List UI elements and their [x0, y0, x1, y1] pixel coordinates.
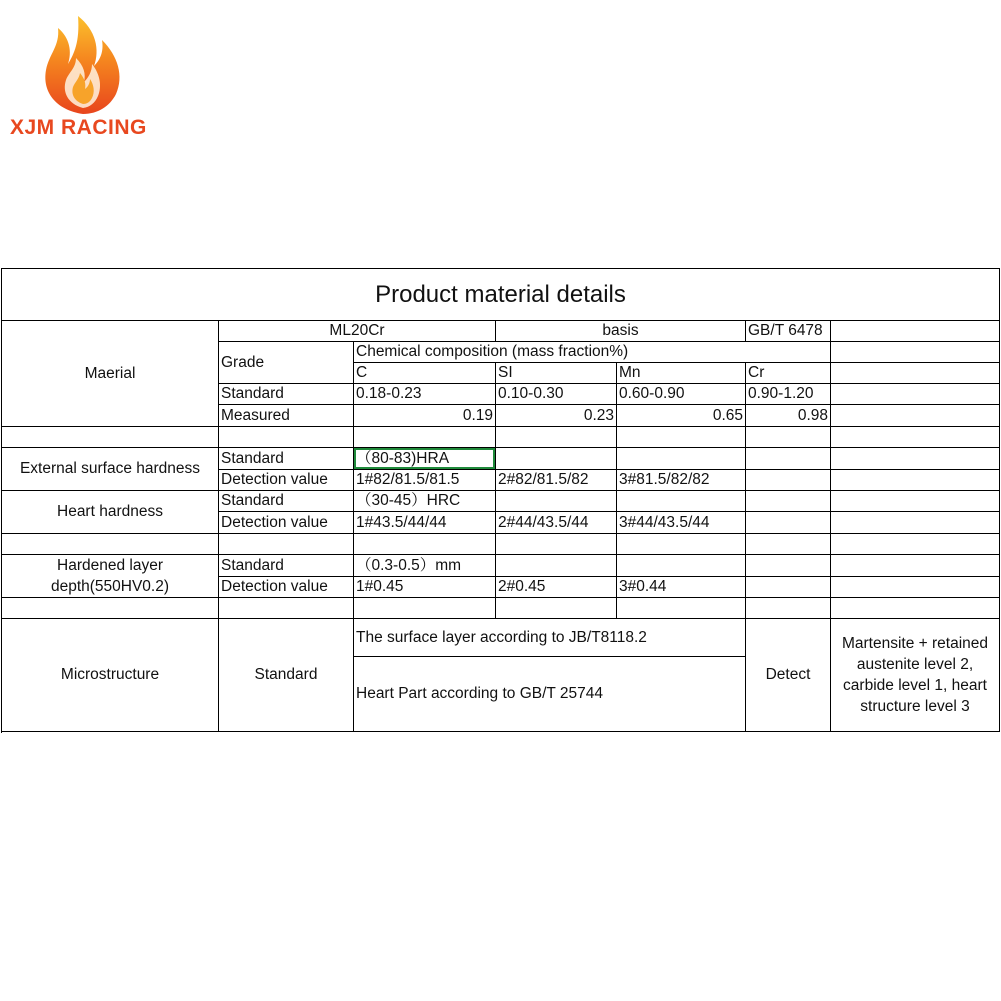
empty-cell — [746, 534, 831, 555]
standard-label: Standard — [219, 384, 354, 405]
empty-cell — [2, 427, 219, 448]
element-cr: Cr — [746, 363, 831, 384]
empty-cell — [831, 491, 1000, 512]
empty-cell — [496, 491, 617, 512]
composition-label: Chemical composition (mass fraction%) — [354, 342, 746, 363]
empty-cell — [831, 577, 1000, 598]
empty-cell — [831, 427, 1000, 448]
detection-label: Detection value — [219, 470, 354, 491]
heart-part-standard: Heart Part according to GB/T 25744 — [354, 657, 746, 732]
empty-cell — [617, 491, 746, 512]
layer-detection-1: 1#0.45 — [354, 577, 496, 598]
empty-cell — [746, 342, 831, 363]
measured-mn: 0.65 — [617, 405, 746, 427]
surface-detection-3: 3#81.5/82/82 — [617, 470, 746, 491]
hardened-layer-standard: （0.3-0.5）mm — [354, 555, 496, 577]
empty-cell — [746, 512, 831, 534]
layer-detection-3: 3#0.44 — [617, 577, 746, 598]
standard-label: Standard — [219, 555, 354, 577]
standard-label: Standard — [219, 448, 354, 470]
standard-cr: 0.90-1.20 — [746, 384, 831, 405]
empty-cell — [831, 342, 1000, 363]
measured-c: 0.19 — [354, 405, 496, 427]
empty-cell — [831, 405, 1000, 427]
surface-hardness-standard[interactable]: （80-83)HRA — [354, 448, 496, 470]
empty-cell — [831, 384, 1000, 405]
standard-mn: 0.60-0.90 — [617, 384, 746, 405]
empty-cell — [219, 534, 354, 555]
empty-cell — [2, 598, 219, 619]
empty-cell — [831, 598, 1000, 619]
hardened-layer-label — [2, 555, 219, 598]
table-title: Product material details — [2, 269, 1000, 321]
empty-cell — [496, 534, 617, 555]
standard-si: 0.10-0.30 — [496, 384, 617, 405]
empty-cell — [617, 555, 746, 577]
element-c: C — [354, 363, 496, 384]
empty-cell — [746, 427, 831, 448]
material-details-table — [1, 268, 1000, 733]
surface-detection-1: 1#82/81.5/81.5 — [354, 470, 496, 491]
brand-name: XJM RACING — [10, 116, 147, 139]
microstructure-standard-label: Standard — [219, 619, 354, 732]
empty-cell — [354, 598, 496, 619]
heart-detection-2: 2#44/43.5/44 — [496, 512, 617, 534]
empty-cell — [831, 363, 1000, 384]
measured-label: Measured — [219, 405, 354, 427]
empty-cell — [496, 555, 617, 577]
empty-cell — [617, 534, 746, 555]
empty-cell — [496, 448, 617, 470]
empty-cell — [831, 555, 1000, 577]
measured-cr: 0.98 — [746, 405, 831, 427]
empty-cell — [746, 555, 831, 577]
detection-label: Detection value — [219, 512, 354, 534]
basis-label: basis — [496, 321, 746, 342]
empty-cell — [2, 534, 219, 555]
surface-detection-2: 2#82/81.5/82 — [496, 470, 617, 491]
element-si: SI — [496, 363, 617, 384]
standard-c: 0.18-0.23 — [354, 384, 496, 405]
alloy-cell: ML20Cr — [219, 321, 496, 342]
empty-cell — [219, 427, 354, 448]
hardened-layer-label-line1: Hardened layer — [57, 557, 163, 574]
material-label: Maerial — [2, 321, 219, 427]
empty-cell — [831, 448, 1000, 470]
heart-detection-3: 3#44/43.5/44 — [617, 512, 746, 534]
microstructure-result: Martensite + retained austenite level 2, carbide level 1, heart structure level 3 — [831, 619, 1000, 732]
empty-cell — [831, 321, 1000, 342]
basis-value: GB/T 6478 — [746, 321, 831, 342]
empty-cell — [617, 427, 746, 448]
flame-icon — [38, 10, 128, 116]
standard-label: Standard — [219, 491, 354, 512]
empty-cell — [746, 491, 831, 512]
brand-logo — [8, 6, 158, 146]
empty-cell — [219, 598, 354, 619]
measured-si: 0.23 — [496, 405, 617, 427]
surface-layer-standard: The surface layer according to JB/T8118.2 — [354, 619, 746, 657]
empty-cell — [831, 470, 1000, 491]
empty-cell — [746, 470, 831, 491]
empty-cell — [746, 448, 831, 470]
empty-cell — [746, 577, 831, 598]
surface-hardness-label: External surface hardness — [2, 448, 219, 491]
empty-cell — [746, 598, 831, 619]
empty-cell — [617, 448, 746, 470]
empty-cell — [496, 427, 617, 448]
empty-cell — [617, 598, 746, 619]
empty-cell — [831, 512, 1000, 534]
layer-detection-2: 2#0.45 — [496, 577, 617, 598]
grade-label: Grade — [219, 342, 354, 384]
heart-detection-1: 1#43.5/44/44 — [354, 512, 496, 534]
empty-cell — [354, 534, 496, 555]
empty-cell — [831, 534, 1000, 555]
heart-hardness-label: Heart hardness — [2, 491, 219, 534]
detection-label: Detection value — [219, 577, 354, 598]
empty-cell — [496, 598, 617, 619]
hardened-layer-label-line2: depth(550HV0.2) — [50, 578, 170, 595]
detect-label: Detect — [746, 619, 831, 732]
element-mn: Mn — [617, 363, 746, 384]
empty-cell — [354, 427, 496, 448]
microstructure-label: Microstructure — [2, 619, 219, 732]
heart-hardness-standard: （30-45）HRC — [354, 491, 496, 512]
